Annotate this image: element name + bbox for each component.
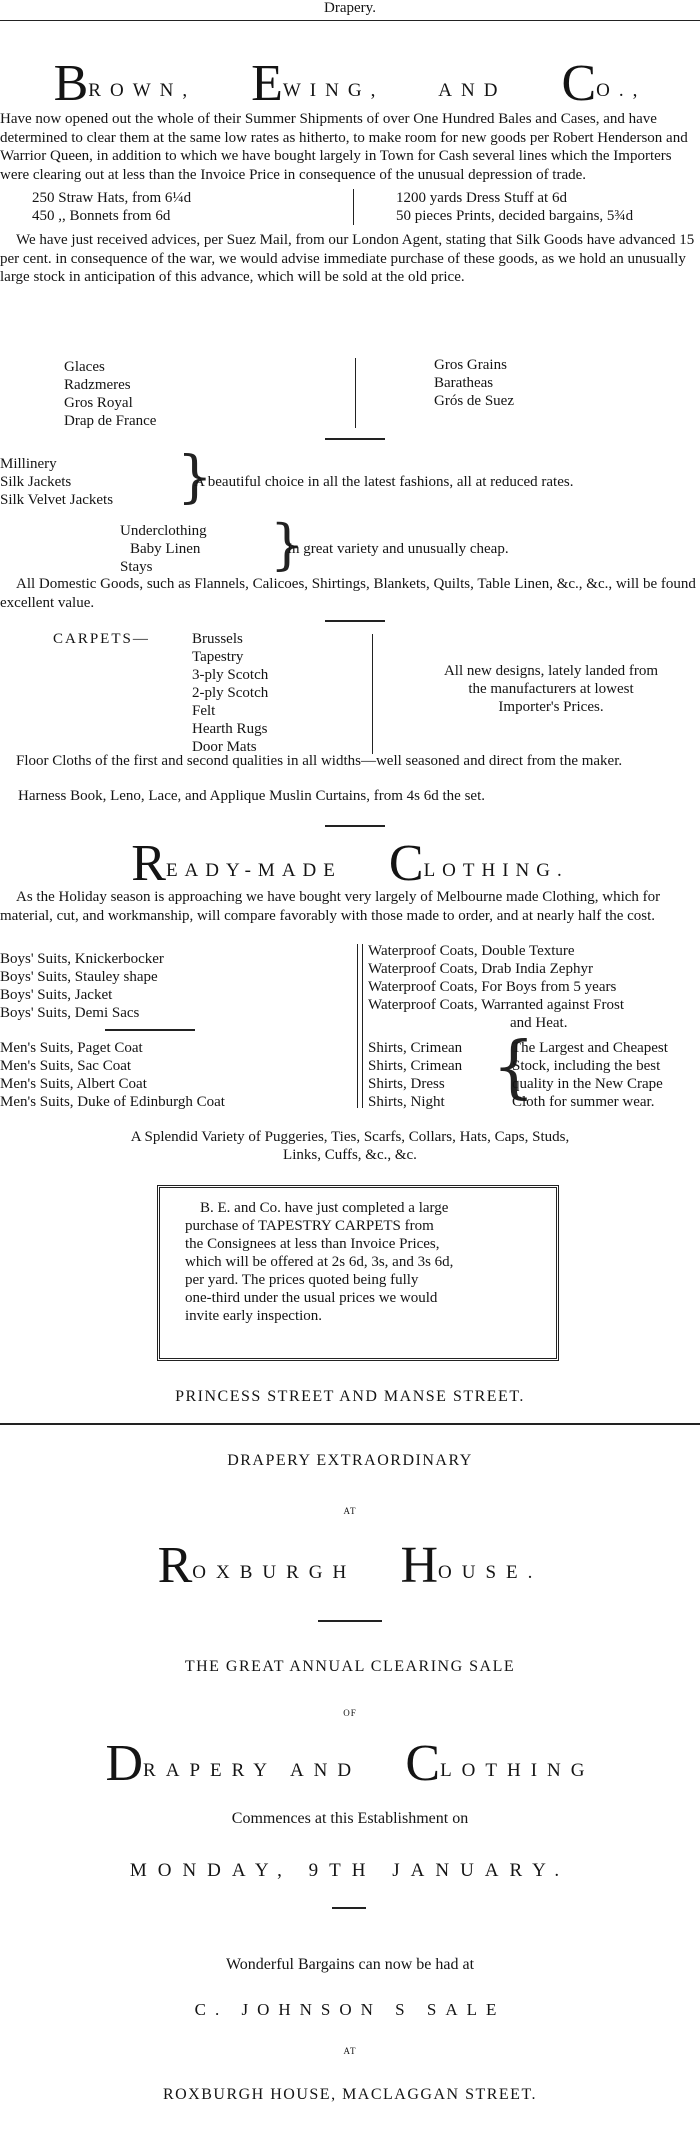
title-word: OUSE. bbox=[438, 1562, 543, 1583]
carpet-item: Hearth Rugs bbox=[192, 721, 268, 737]
title-cap: E bbox=[251, 55, 283, 112]
title-cap: D bbox=[105, 1735, 144, 1792]
title-word: AND bbox=[438, 80, 507, 101]
shirt-item: Shirts, Crimean bbox=[368, 1058, 463, 1074]
silk-item: Gros Grains bbox=[434, 357, 507, 373]
splendid-variety-line: Links, Cuffs, &c., &c. bbox=[283, 1147, 417, 1163]
right-brace: } bbox=[177, 445, 213, 510]
millinery-note: A beautiful choice in all the latest fashions, all at reduced rates. bbox=[194, 474, 574, 490]
column-divider bbox=[353, 189, 354, 225]
prints-item: 50 pieces Prints, decided bargains, 5¾d bbox=[396, 208, 634, 224]
underclothing-note: In great variety and unusually cheap. bbox=[287, 541, 509, 557]
title-cap: B bbox=[53, 55, 89, 112]
silk-item: Gros Royal bbox=[64, 395, 133, 411]
wonderful-bargains: Wonderful Bargains can now be had at bbox=[225, 1956, 475, 1973]
carpet-item: Felt bbox=[192, 703, 216, 719]
waterproof-item: Waterproof Coats, Warranted against Frost bbox=[368, 997, 624, 1013]
shirts-note-line: Cloth for summer wear. bbox=[512, 1094, 655, 1110]
left-brace: { bbox=[492, 1028, 536, 1107]
title-word: WING, bbox=[282, 80, 385, 101]
carpets-note-line: the manufacturers at lowest bbox=[468, 681, 634, 697]
silk-item: Drap de France bbox=[64, 413, 157, 429]
millinery-item: Silk Jackets bbox=[0, 474, 72, 490]
separator-rule bbox=[325, 620, 385, 622]
waterproof-item: Waterproof Coats, Double Texture bbox=[368, 943, 575, 959]
title-word: LOTHING bbox=[440, 1760, 595, 1781]
drapery-extraordinary: DRAPERY EXTRAORDINARY bbox=[227, 1452, 473, 1469]
title-cap: C bbox=[561, 55, 597, 112]
separator-rule bbox=[325, 438, 385, 440]
carpet-item: 3-ply Scotch bbox=[192, 667, 269, 683]
intro-paragraph: Have now opened out the whole of their Summer Shipments of over One Hundred Bales and Cases, and have determined to clear them at the same low rates as hitherto, to make room for new goods per Robert Henderson and Warrior Queen, in addition to which we have bought largely in Town for Cash several lines which the Importers were clearing out at less than the Invoice Price in consequence of the unusual depression of trade. bbox=[0, 111, 688, 183]
underclothing-item: Stays bbox=[120, 559, 153, 575]
commences-line: Commences at this Establishment on bbox=[231, 1810, 469, 1827]
notice-line: invite early inspection. bbox=[185, 1308, 323, 1324]
boys-suit-item: Boys' Suits, Demi Sacs bbox=[0, 1005, 140, 1021]
section-title: Drapery. bbox=[324, 0, 376, 16]
roxburgh-address: ROXBURGH HOUSE, MACLAGGAN STREET. bbox=[162, 2086, 538, 2103]
carpet-item: Tapestry bbox=[192, 649, 244, 665]
title-word: EADY-MADE bbox=[165, 860, 342, 881]
bonnets-item: 450 ,, Bonnets from 6d bbox=[32, 208, 171, 224]
silk-item: Glaces bbox=[64, 359, 105, 375]
title-cap: C bbox=[388, 835, 424, 892]
separator-rule bbox=[318, 1620, 382, 1622]
separator-rule bbox=[105, 1029, 195, 1031]
roxburgh-house-title bbox=[0, 1537, 700, 1594]
of-label: OF bbox=[343, 1708, 357, 1718]
header-rule bbox=[0, 20, 700, 21]
hats-item: 250 Straw Hats, from 6¼d bbox=[32, 190, 192, 206]
column-divider bbox=[357, 944, 358, 1108]
brown-ewing-title bbox=[0, 55, 700, 112]
shirts-note-line: Stock, including the best bbox=[512, 1058, 661, 1074]
at-label: AT bbox=[343, 1506, 357, 1516]
carpet-item: 2-ply Scotch bbox=[192, 685, 269, 701]
notice-line: one-third under the usual prices we would bbox=[185, 1290, 438, 1306]
silk-item: Grós de Suez bbox=[434, 393, 514, 409]
drapery-clothing-title bbox=[0, 1735, 700, 1792]
mens-suit-item: Men's Suits, Duke of Edinburgh Coat bbox=[0, 1094, 225, 1110]
sale-date: MONDAY, 9TH JANUARY. bbox=[129, 1860, 571, 1881]
separator-rule bbox=[325, 825, 385, 827]
dress-item: 1200 yards Dress Stuff at 6d bbox=[396, 190, 567, 206]
shirts-note-line: The Largest and Cheapest bbox=[512, 1040, 668, 1056]
notice-line: purchase of TAPESTRY CARPETS from bbox=[185, 1218, 434, 1234]
title-cap: R bbox=[131, 835, 166, 892]
title-word: ROWN, bbox=[88, 80, 197, 101]
title-word: RAPERY AND bbox=[143, 1760, 362, 1781]
silk-notice: We have just received advices, per Suez Mail, from our London Agent, stating that Silk Goods have advanced 15 per cent. in consequence of the war, we would advise immediate purchase of these goods, as we hold an unusually large stock in anticipation of this advance, which will be sold at the old price. bbox=[0, 232, 695, 285]
carpet-item: Brussels bbox=[192, 631, 243, 647]
millinery-item: Millinery bbox=[0, 456, 57, 472]
carpets-note-line: Importer's Prices. bbox=[498, 699, 604, 715]
at-label: AT bbox=[343, 2046, 357, 2056]
carpets-note-line: All new designs, lately landed from bbox=[443, 663, 659, 679]
title-cap: H bbox=[400, 1537, 439, 1594]
mens-suit-item: Men's Suits, Sac Coat bbox=[0, 1058, 132, 1074]
separator-rule bbox=[332, 1907, 366, 1909]
great-annual-sale: THE GREAT ANNUAL CLEARING SALE bbox=[184, 1658, 516, 1675]
boys-suit-item: Boys' Suits, Stauley shape bbox=[0, 969, 158, 985]
right-brace: } bbox=[270, 513, 305, 576]
ready-made-title bbox=[0, 835, 700, 892]
mens-suit-item: Men's Suits, Albert Coat bbox=[0, 1076, 147, 1092]
waterproof-item: Waterproof Coats, Drab India Zephyr bbox=[368, 961, 593, 977]
floor-cloths: Floor Cloths of the first and second qualities in all widths—well seasoned and direct from the maker. bbox=[16, 753, 623, 769]
carpet-item: Door Mats bbox=[192, 739, 257, 755]
boys-suit-item: Boys' Suits, Knickerbocker bbox=[0, 951, 164, 967]
shirt-item: Shirts, Night bbox=[368, 1094, 445, 1110]
column-divider bbox=[355, 358, 356, 428]
underclothing-item: Underclothing bbox=[120, 523, 207, 539]
carpets-label: CARPETS— bbox=[53, 631, 150, 647]
waterproof-item: Waterproof Coats, For Boys from 5 years bbox=[368, 979, 617, 995]
advertisement-divider bbox=[0, 1423, 700, 1425]
shirts-note-line: quality in the New Crape bbox=[512, 1076, 663, 1092]
shirt-item: Shirts, Crimean bbox=[368, 1040, 463, 1056]
carpets-bracket bbox=[372, 634, 373, 754]
boys-suit-item: Boys' Suits, Jacket bbox=[0, 987, 113, 1003]
title-word: LOTHING. bbox=[423, 860, 569, 881]
harness-curtains: Harness Book, Leno, Lace, and Applique Muslin Curtains, from 4s 6d the set. bbox=[18, 788, 486, 804]
title-word: O., bbox=[596, 80, 647, 101]
silk-item: Baratheas bbox=[434, 375, 494, 391]
column-divider bbox=[362, 944, 363, 1108]
title-cap: R bbox=[157, 1537, 193, 1594]
silk-item: Radzmeres bbox=[64, 377, 131, 393]
underclothing-item: Baby Linen bbox=[130, 541, 201, 557]
mens-suit-item: Men's Suits, Paget Coat bbox=[0, 1040, 143, 1056]
notice-line: B. E. and Co. have just completed a large bbox=[200, 1200, 449, 1216]
notice-line: per yard. The prices quoted being fully bbox=[185, 1272, 419, 1288]
domestic-goods: All Domestic Goods, such as Flannels, Calicoes, Shirtings, Blankets, Quilts, Table Linen, &c., &c., will be found excellent value. bbox=[0, 576, 696, 611]
millinery-item: Silk Velvet Jackets bbox=[0, 492, 114, 508]
brown-ewing-address: PRINCESS STREET AND MANSE STREET. bbox=[175, 1388, 525, 1405]
shirt-item: Shirts, Dress bbox=[368, 1076, 445, 1092]
splendid-variety-line: A Splendid Variety of Puggeries, Ties, Scarfs, Collars, Hats, Caps, Studs, bbox=[130, 1129, 570, 1145]
title-cap: C bbox=[405, 1735, 441, 1792]
notice-line: the Consignees at less than Invoice Prices, bbox=[185, 1236, 440, 1252]
notice-line: which will be offered at 2s 6d, 3s, and 3s 6d, bbox=[185, 1254, 454, 1270]
waterproof-item: and Heat. bbox=[510, 1015, 568, 1031]
title-word: OXBURGH bbox=[192, 1562, 357, 1583]
ready-made-intro: As the Holiday season is approaching we have bought very largely of Melbourne made Clothing, which for material, cut, and workmanship, will compare favorably with those made to order, and at nearly half the cost. bbox=[0, 889, 661, 924]
johnson-sale: C. JOHNSON S SALE bbox=[194, 2000, 506, 2019]
